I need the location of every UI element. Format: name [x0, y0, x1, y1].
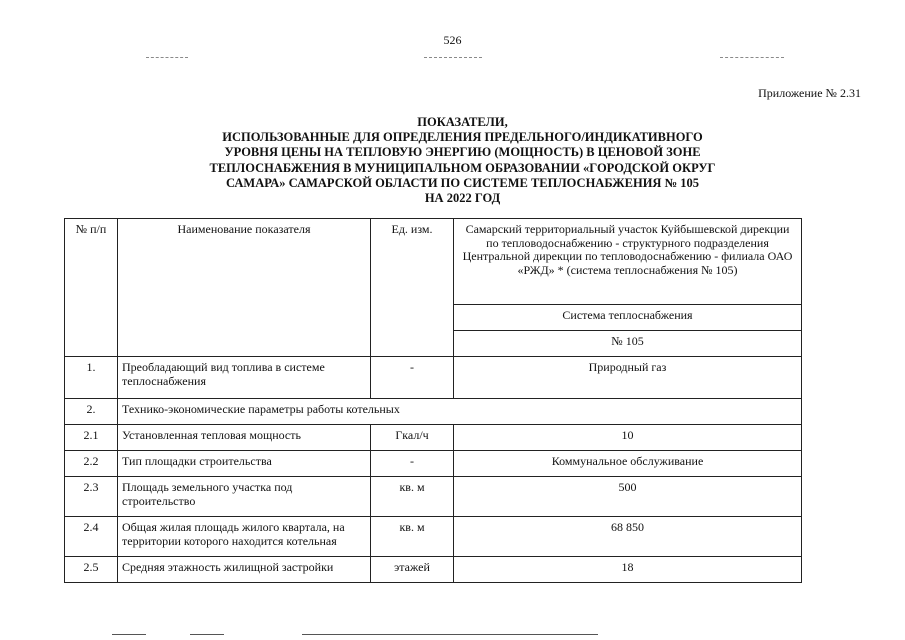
appendix-label: Приложение № 2.31	[758, 86, 861, 100]
table-row	[65, 399, 802, 425]
row-unit: Гкал/ч	[371, 425, 454, 451]
row-number: 2.4	[65, 517, 118, 557]
scan-artifact-center	[424, 57, 482, 58]
row-number: 2.2	[65, 451, 118, 477]
row-name: Площадь земельного участка под строительство	[118, 477, 371, 517]
row-value: Природный газ	[454, 357, 802, 399]
scan-artifact-bottom	[302, 634, 598, 635]
header-name: Наименование показателя	[118, 219, 371, 357]
header-organization: Самарский территориальный участок Куйбышевской дирекции по тепловодоснабжению - структурного подразделения Центральной дирекции по тепловодоснабжению - филиала ОАО «РЖД» * (система теплоснабжения № 105)	[454, 219, 802, 305]
scan-artifact-bottom	[190, 634, 224, 635]
title-line: ПОКАЗАТЕЛИ,	[417, 115, 508, 129]
table-row	[65, 451, 802, 477]
scan-artifact-left	[146, 57, 188, 58]
table-row	[65, 425, 802, 451]
indicators-table	[64, 218, 802, 583]
row-name: Средняя этажность жилищной застройки	[118, 557, 371, 583]
header-system-number: № 105	[454, 331, 802, 357]
row-section-name: Технико-экономические параметры работы котельных	[118, 399, 802, 425]
row-unit: кв. м	[371, 477, 454, 517]
table-row	[65, 517, 802, 557]
scan-artifact-bottom	[112, 634, 146, 635]
row-number: 1.	[65, 357, 118, 399]
row-name: Преобладающий вид топлива в системе теплоснабжения	[118, 357, 371, 399]
row-unit: -	[371, 451, 454, 477]
row-name: Установленная тепловая мощность	[118, 425, 371, 451]
row-value: 18	[454, 557, 802, 583]
table-row	[65, 357, 802, 399]
title-line: УРОВНЯ ЦЕНЫ НА ТЕПЛОВУЮ ЭНЕРГИЮ (МОЩНОСТЬ) В ЦЕНОВОЙ ЗОНЕ	[224, 145, 701, 160]
document-title	[140, 115, 785, 206]
title-line: ТЕПЛОСНАБЖЕНИЯ В МУНИЦИПАЛЬНОМ ОБРАЗОВАНИИ «ГОРОДСКОЙ ОКРУГ	[209, 160, 716, 175]
scan-artifact-right	[720, 57, 784, 58]
header-num: № п/п	[65, 219, 118, 357]
title-line: ИСПОЛЬЗОВАННЫЕ ДЛЯ ОПРЕДЕЛЕНИЯ ПРЕДЕЛЬНОГО/ИНДИКАТИВНОГО	[222, 130, 703, 145]
row-value: 68 850	[454, 517, 802, 557]
row-name: Общая жилая площадь жилого квартала, на территории которого находится котельная	[118, 517, 371, 557]
page-number: 526	[443, 33, 462, 47]
row-unit: -	[371, 357, 454, 399]
table-header-row	[65, 219, 802, 305]
title-line: НА 2022 ГОД	[424, 191, 501, 206]
table-row	[65, 477, 802, 517]
row-number: 2.1	[65, 425, 118, 451]
row-value: 500	[454, 477, 802, 517]
row-unit: кв. м	[371, 517, 454, 557]
title-line: САМАРА» САМАРСКОЙ ОБЛАСТИ ПО СИСТЕМЕ ТЕПЛОСНАБЖЕНИЯ № 105	[225, 175, 700, 190]
table-row	[65, 557, 802, 583]
header-system-label: Система теплоснабжения	[454, 305, 802, 331]
row-unit: этажей	[371, 557, 454, 583]
row-name: Тип площадки строительства	[118, 451, 371, 477]
row-number: 2.5	[65, 557, 118, 583]
row-number: 2.3	[65, 477, 118, 517]
header-unit: Ед. изм.	[371, 219, 454, 357]
row-number: 2.	[65, 399, 118, 425]
row-value: 10	[454, 425, 802, 451]
row-value: Коммунальное обслуживание	[454, 451, 802, 477]
